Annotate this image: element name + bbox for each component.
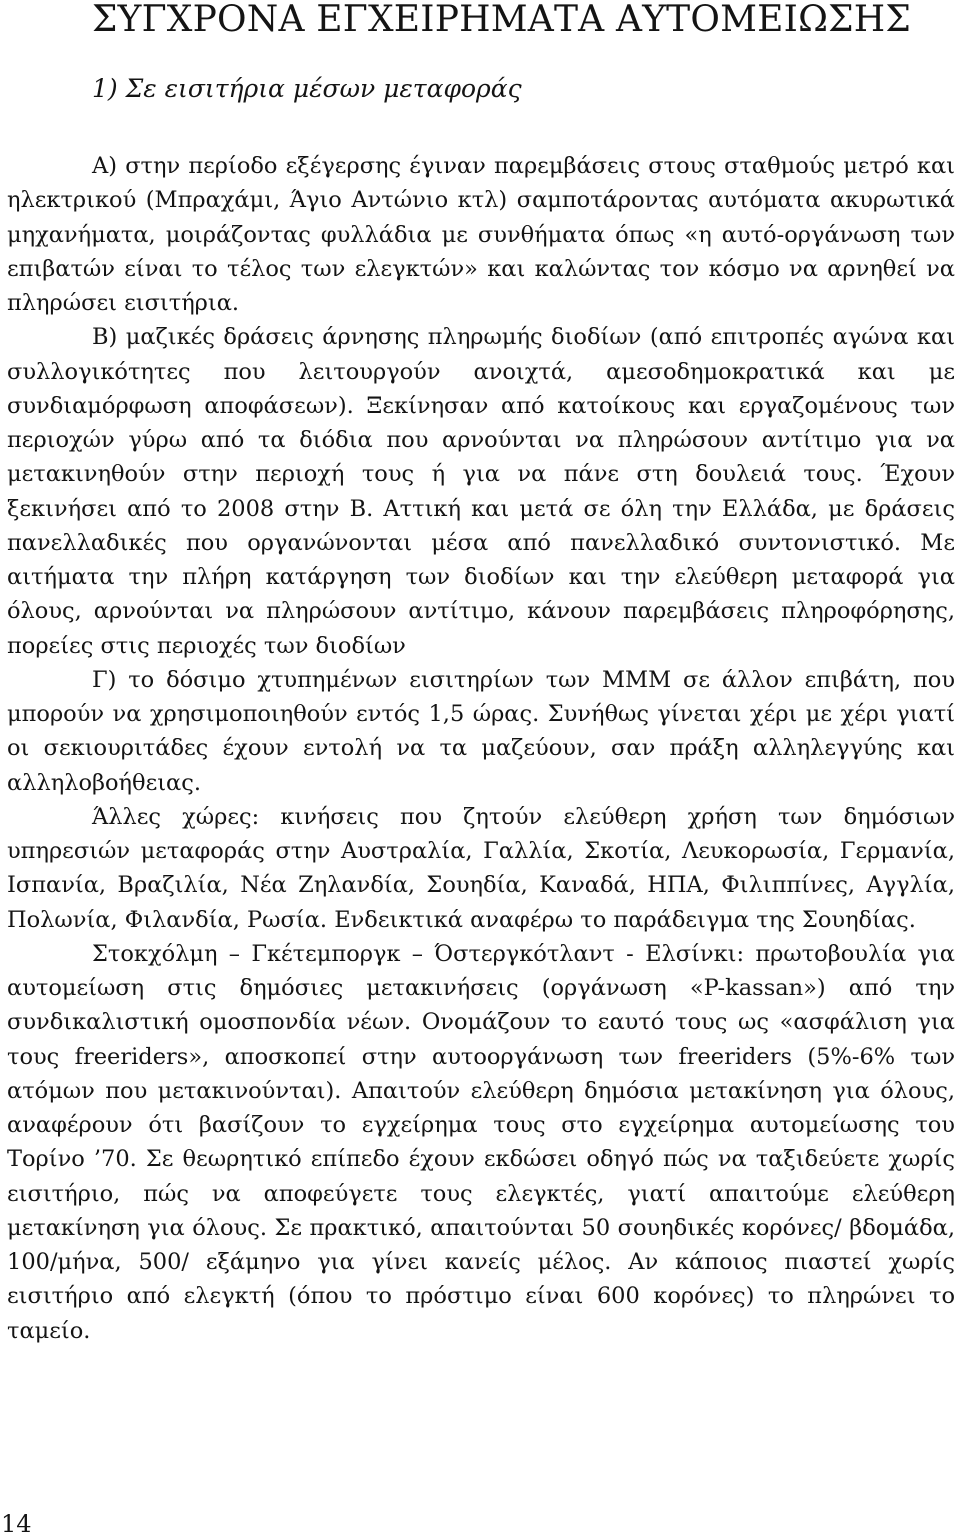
paragraph-stockholm-p-kassan: Στοκχόλμη – Γκέτεμποργκ – Όστεργκότλαντ - Ελσίνκι: πρωτοβουλία για αυτομείωση στις δημόσιες μετακινήσεις (οργάνωση «P-kassan») από την συνδικαλιστική ομοσπονδία νέων. Ονομάζουν το εαυτό τους ως «ασφάλιση για τους freeriders», αποσκοπεί στην αυτοοργάνωση των freeriders (5%-6% των ατόμων που μετακινούνται). Απαιτούν ελεύθερη δημόσια μετακίνηση για όλους, αναφέρουν ότι βασίζουν το εγχείρημα τους στο εγχείρημα αυτομείωσης του Τορίνο ’70. Σε θεωρητικό επίπεδο έχουν εκδώσει οδηγό πώς να ταξιδεύετε χωρίς εισιτήριο, πώς να αποφεύγετε τους ελεγκτές, γιατί απαιτούμε ελεύθερη μετακίνηση για όλους. Σε πρακτικό, απαιτούνται 50 σουηδικές κορόνες/ βδομάδα, 100/μήνα, 500/ εξάμηνο για γίνει κανείς μέλος. Αν κάποιος πιαστεί χωρίς εισιτήριο από ελεγκτή (όπου το πρόστιμο είναι 600 κορόνες) το πληρώνει το ταμείο. <box>7 940 955 1344</box>
paragraph-a-metro-stations: Α) στην περίοδο εξέγερσης έγιναν παρεμβάσεις στους σταθμούς μετρό και ηλεκτρικού (Μπραχάμι, Άγιο Αντώνιο κτλ) σαμποτάροντας αυτόματα ακυρωτικά μηχανήματα, μοιράζοντας φυλλάδια με συνθήματα όπως «η αυτό-οργάνωση των επιβατών είναι το τέλος των ελεγκτών» και καλώντας τον κόσμο να αρνηθεί να πληρώσει εισιτήρια. <box>7 153 955 316</box>
page-number: 14 <box>1 1510 32 1538</box>
page-title: ΣΥΓΧΡΟΝΑ ΕΓΧΕΙΡΗΜΑΤΑ ΑΥΤΟΜΕΙΩΣΗΣ <box>92 0 912 40</box>
paragraph-b-toll-refusal: Β) μαζικές δράσεις άρνησης πληρωμής διοδίων (από επιτροπές αγώνα και συλλογικότητες που λειτουργούν ανοιχτά, αμεσοδημοκρατικά και με συνδιαμόρφωση αποφάσεων). Ξεκίνησαν από κατοίκους και εργαζομένους των περιοχών γύρω από τα διόδια που αρνούνται να πληρώσουν αντίτιμο για να μετακινηθούν στην περιοχή τους ή για να πάνε στη δουλειά τους. Έχουν ξεκινήσει από το 2008 στην Β. Αττική και μετά σε όλη την Ελλάδα, με δράσεις πανελλαδικές που οργανώνονται μέσα από πανελλαδικό συντονιστικό. Με αιτήματα την πλήρη κατάργηση των διοδίων και την ελεύθερη μεταφορά για όλους, αρνούνται να πληρώσουν αντίτιμο, κάνουν παρεμβάσεις πληροφόρησης, πορείες στις περιοχές των διοδίων <box>7 324 955 659</box>
section-title: 1) Σε εισιτήρια μέσων μεταφοράς <box>92 74 522 103</box>
paragraph-other-countries: Άλλες χώρες: κινήσεις που ζητούν ελεύθερη χρήση των δημόσιων υπηρεσιών μεταφοράς στην Αυστραλία, Γαλλία, Σκοτία, Λευκορωσία, Γερμανία, Ισπανία, Βραζιλία, Νέα Ζηλανδία, Σουηδία, Καναδά, ΗΠΑ, Φιλιππίνες, Αγγλία, Πολωνία, Φιλανδία, Ρωσία. Ενδεικτικά αναφέρω το παράδειγμα της Σουηδίας. <box>7 803 955 933</box>
paragraph-c-ticket-sharing: Γ) το δόσιμο χτυπημένων εισιτηρίων των ΜΜΜ σε άλλον επιβάτη, που μπορούν να χρησιμοποιηθούν εντός 1,5 ώρας. Συνήθως γίνεται χέρι με χέρι γιατί οι σεκιουριτάδες έχουν εντολή να τα μαζεύουν, σαν πράξη αλληλεγγύης και αλληλοβοήθειας. <box>7 666 955 796</box>
body-text <box>7 149 955 1348</box>
